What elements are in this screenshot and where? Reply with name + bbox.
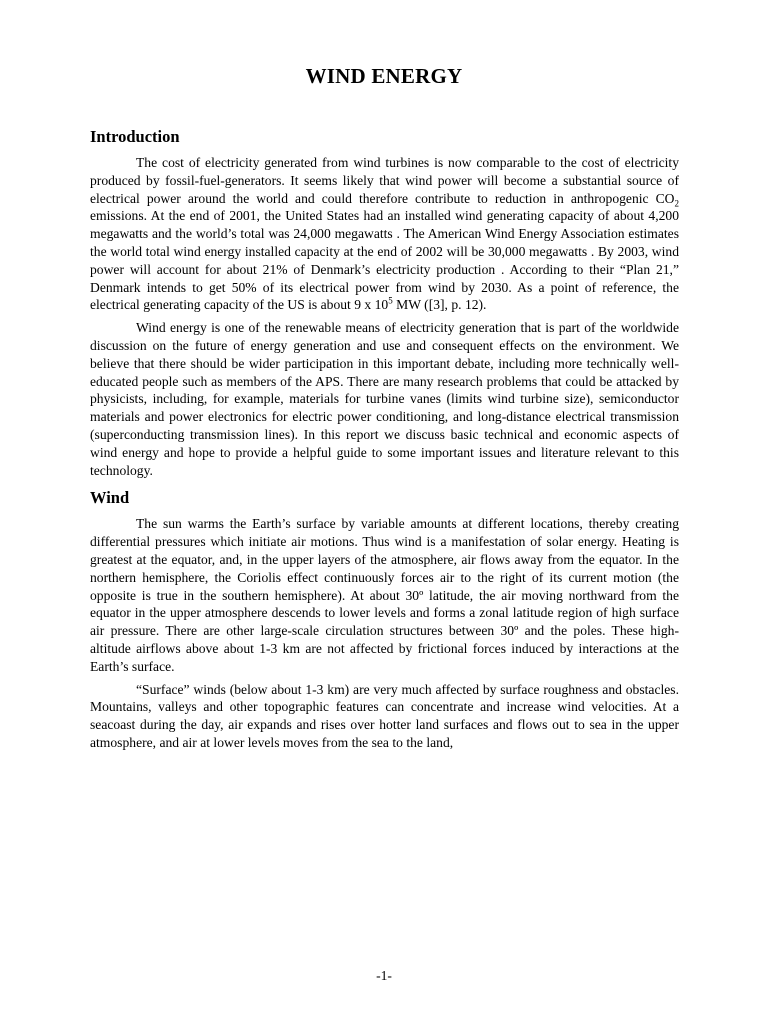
paragraph-text: MW ([3], p. 12).	[392, 297, 487, 313]
subscript-co2: 2	[674, 198, 679, 209]
superscript-exponent: 5	[388, 295, 393, 306]
paragraph-wind-2: “Surface” winds (below about 1-3 km) are very much affected by surface roughness and obstacles. Mountains, valleys and other topographic features can concentrate and increase wind velocities. At a seacoast during the day, air expands and rises over hotter land surfaces and flows out to sea in the upper atmosphere, and air at lower levels moves from the sea to the land,	[90, 681, 679, 750]
paragraph-wind-1: The sun warms the Earth’s surface by variable amounts at different locations, thereby creating differential pressures which initiate air motions. Thus wind is a manifestation of solar energy. Heating is greatest at the equator, and, in the upper layers of the atmosphere, air flows away from the equator. In the northern hemisphere, the Coriolis effect continuously forces air to the right of its current motion (the opposite is true in the southern hemisphere). At about 30º latitude, the air moving northward from the equator in the upper atmosphere descends to lower levels and forms a zonal latitude region of high surface air pressure. There are other large-scale circulation structures between 30º and the poles. These high-altitude airflows above about 1-3 km are not affected by frictional forces induced by interactions at the Earth’s surface.	[90, 516, 679, 674]
paragraph-text: emissions. At the end of 2001, the United States had an installed wind generating capacity of about 4,200 megawatts and the world’s total was 24,000 megawatts . The American Wind Energy Association estimates the world total wind energy installed capacity at the end of 2002 will be 30,000 megawatts . By 2003, wind power will account for about 21% of Denmark’s electricity production . According to their “Plan 21,” Denmark intends to get 50% of its electrical power from wind by 2030. As a point of reference, the electrical generating capacity of the US is about 9 x 10	[90, 208, 679, 313]
paragraph-intro-1	[90, 154, 679, 314]
page-number: -1-	[376, 968, 392, 983]
paragraph-text: The cost of electricity generated from wind turbines is now comparable to the cost of electricity produced by fossil-fuel-generators. It seems likely that wind power will become a substantial source of electrical power around the world and could therefore contribute to reduction in anthropogenic CO	[90, 155, 679, 206]
section-heading-introduction: Introduction	[90, 127, 180, 146]
section-introduction	[90, 126, 679, 479]
section-wind	[90, 487, 679, 751]
section-heading-wind: Wind	[90, 488, 130, 508]
paragraph-intro-2: Wind energy is one of the renewable means of electricity generation that is part of the worldwide discussion on the future of energy generation and use and consequent effects on the environment. We believe that there should be wider participation in this important debate, including more technically well-educated people such as members of the APS. There are many research problems that could be attacked by physicists, including, for example, materials for turbine vanes (limits wind turbine size), semiconductor materials and power electronics for electric power conditioning, and long-distance electrical transmission (superconducting transmission lines). In this report we discuss basic technical and economic aspects of wind energy and hope to provide a helpful guide to some important issues and literature relevant to this technology.	[90, 320, 679, 478]
page-title: WIND ENERGY	[305, 64, 463, 88]
document-body	[90, 126, 679, 757]
